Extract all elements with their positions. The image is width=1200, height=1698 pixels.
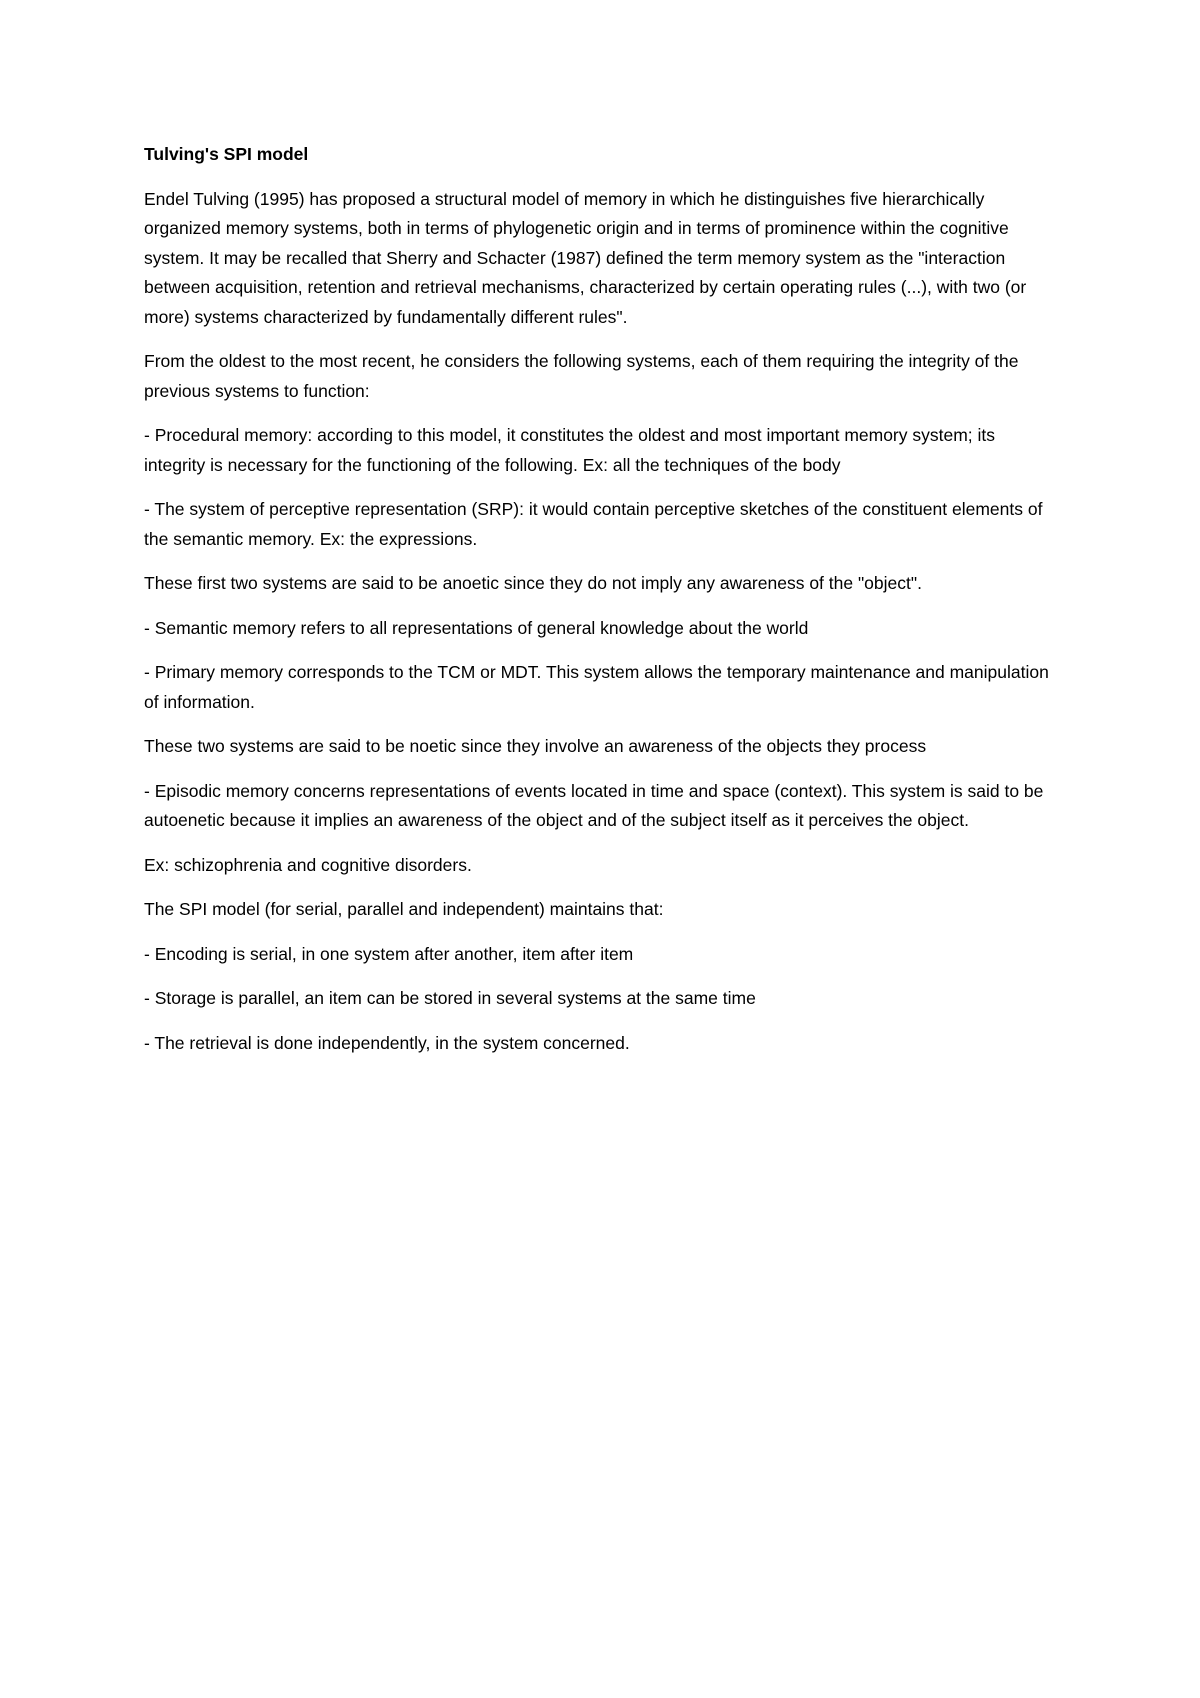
list-item-semantic-memory: - Semantic memory refers to all representations of general knowledge about the world <box>144 617 809 638</box>
paragraph-spi-model: The SPI model (for serial, parallel and independent) maintains that: <box>144 899 664 919</box>
document-title: Tulving's SPI model <box>144 144 309 164</box>
list-item-perceptive-representation: - The system of perceptive representation (SRP): it would contain perceptive sketches of the constituent elements of the semantic memory. Ex: the expressions. <box>144 499 1043 549</box>
paragraph-systems-overview: From the oldest to the most recent, he considers the following systems, each of them requiring the integrity of the previous systems to function: <box>144 351 1019 401</box>
list-item-retrieval: - The retrieval is done independently, in the system concerned. <box>144 1032 630 1053</box>
document-body <box>144 140 1059 1073</box>
list-item-primary-memory: - Primary memory corresponds to the TCM or MDT. This system allows the temporary maintenance and manipulation of information. <box>144 662 1049 712</box>
paragraph-example: Ex: schizophrenia and cognitive disorders. <box>144 854 472 875</box>
paragraph-noetic: These two systems are said to be noetic since they involve an awareness of the objects they process <box>144 736 927 756</box>
list-item-encoding: - Encoding is serial, in one system after another, item after item <box>144 943 634 964</box>
list-item-procedural-memory: - Procedural memory: according to this model, it constitutes the oldest and most important memory system; its integrity is necessary for the functioning of the following. Ex: all the techniques of the body <box>144 425 996 475</box>
paragraph-intro: Endel Tulving (1995) has proposed a structural model of memory in which he distinguishes five hierarchically organized memory systems, both in terms of phylogenetic origin and in terms of prominence within the cognitive system. It may be recalled that Sherry and Schacter (1987) defined the term memory system as the "interaction between acquisition, retention and retrieval mechanisms, characterized by certain operating rules (...), with two (or more) systems characterized by fundamentally different rules". <box>144 188 1027 327</box>
paragraph-anoetic: These first two systems are said to be anoetic since they do not imply any awareness of the "object". <box>144 573 922 593</box>
list-item-storage: - Storage is parallel, an item can be stored in several systems at the same time <box>144 988 756 1008</box>
list-item-episodic-memory: - Episodic memory concerns representations of events located in time and space (context). This system is said to be autoenetic because it implies an awareness of the object and of the subject itself as it perceives the object. <box>144 780 1044 830</box>
